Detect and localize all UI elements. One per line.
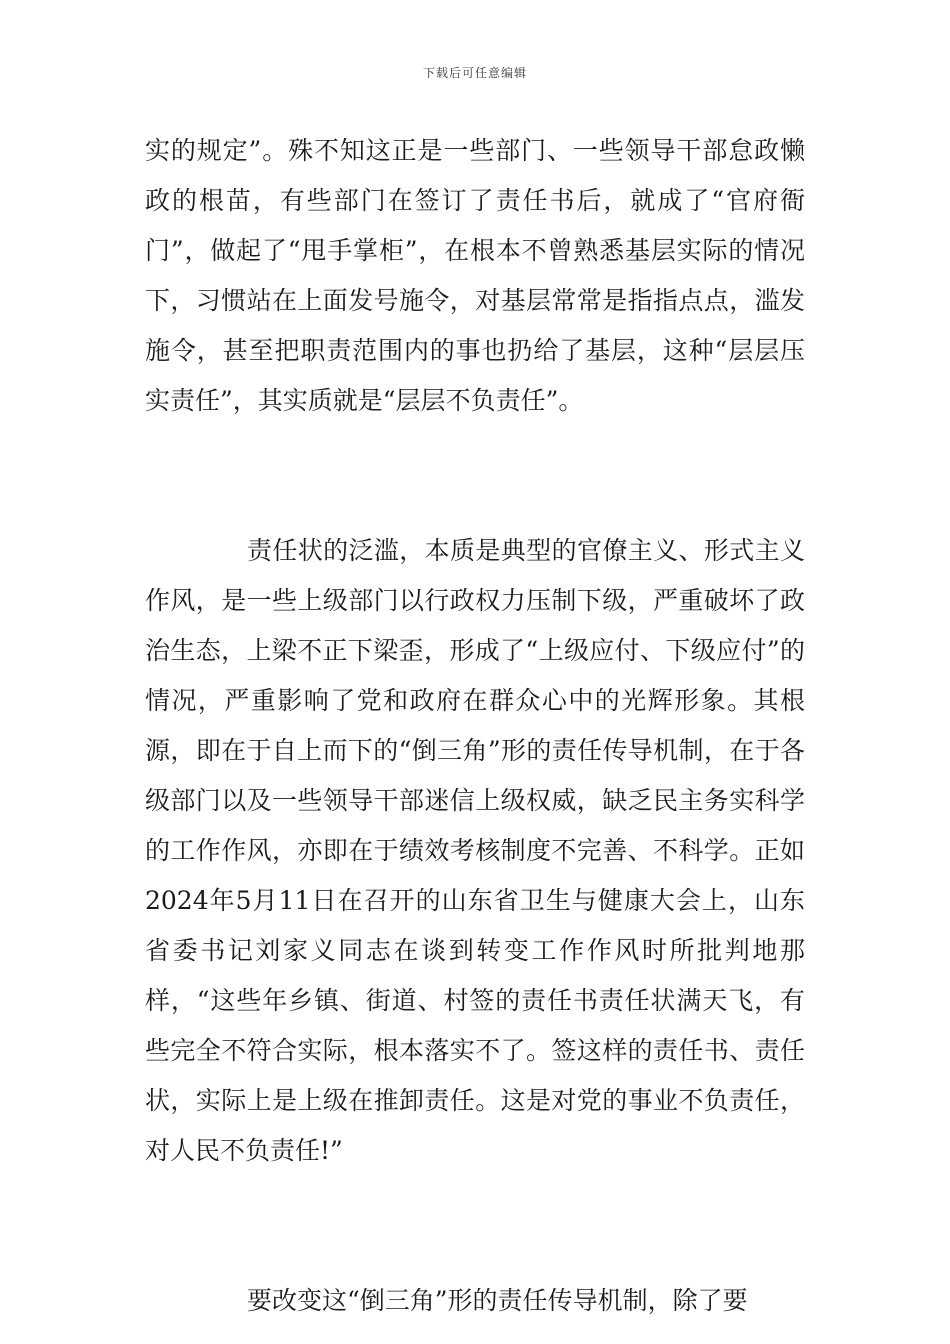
paragraph-gap	[145, 1176, 805, 1276]
document-body	[145, 126, 805, 1326]
paragraph-2: 责任状的泛滥，本质是典型的官僚主义、形式主义作风，是一些上级部门以行政权力压制下级，严重破坏了政治生态，上梁不正下梁歪，形成了“上级应付、下级应付”的情况，严重影响了党和政府在群众心中的光辉形象。其根源，即在于自上而下的“倒三角”形的责任传导机制，在于各级部门以及一些领导干部迷信上级权威，缺乏民主务实科学的工作作风，亦即在于绩效考核制度不完善、不科学。正如2024年5月11日在召开的山东省卫生与健康大会上，山东省委书记刘家义同志在谈到转变工作作风时所批判地那样，“这些年乡镇、街道、村签的责任书责任状满天飞，有些完全不符合实际，根本落实不了。签这样的责任书、责任状，实际上是上级在推卸责任。这是对党的事业不负责任，对人民不负责任!”	[145, 536, 805, 1165]
paragraph-1: 实的规定”。殊不知这正是一些部门、一些领导干部怠政懒政的根苗，有些部门在签订了责任书后，就成了“官府衙门”，做起了“甩手掌柜”，在根本不曾熟悉基层实际的情况下，习惯站在上面发号施令，对基层常常是指指点点，滥发施令，甚至把职责范围内的事也扔给了基层，这种“层层压实责任”，其实质就是“层层不负责任”。	[145, 136, 805, 415]
paragraph-3: 要改变这“倒三角”形的责任传导机制，除了要	[247, 1286, 748, 1315]
paragraph-gap	[145, 426, 805, 526]
page-header: 下载后可任意编辑	[422, 66, 527, 80]
